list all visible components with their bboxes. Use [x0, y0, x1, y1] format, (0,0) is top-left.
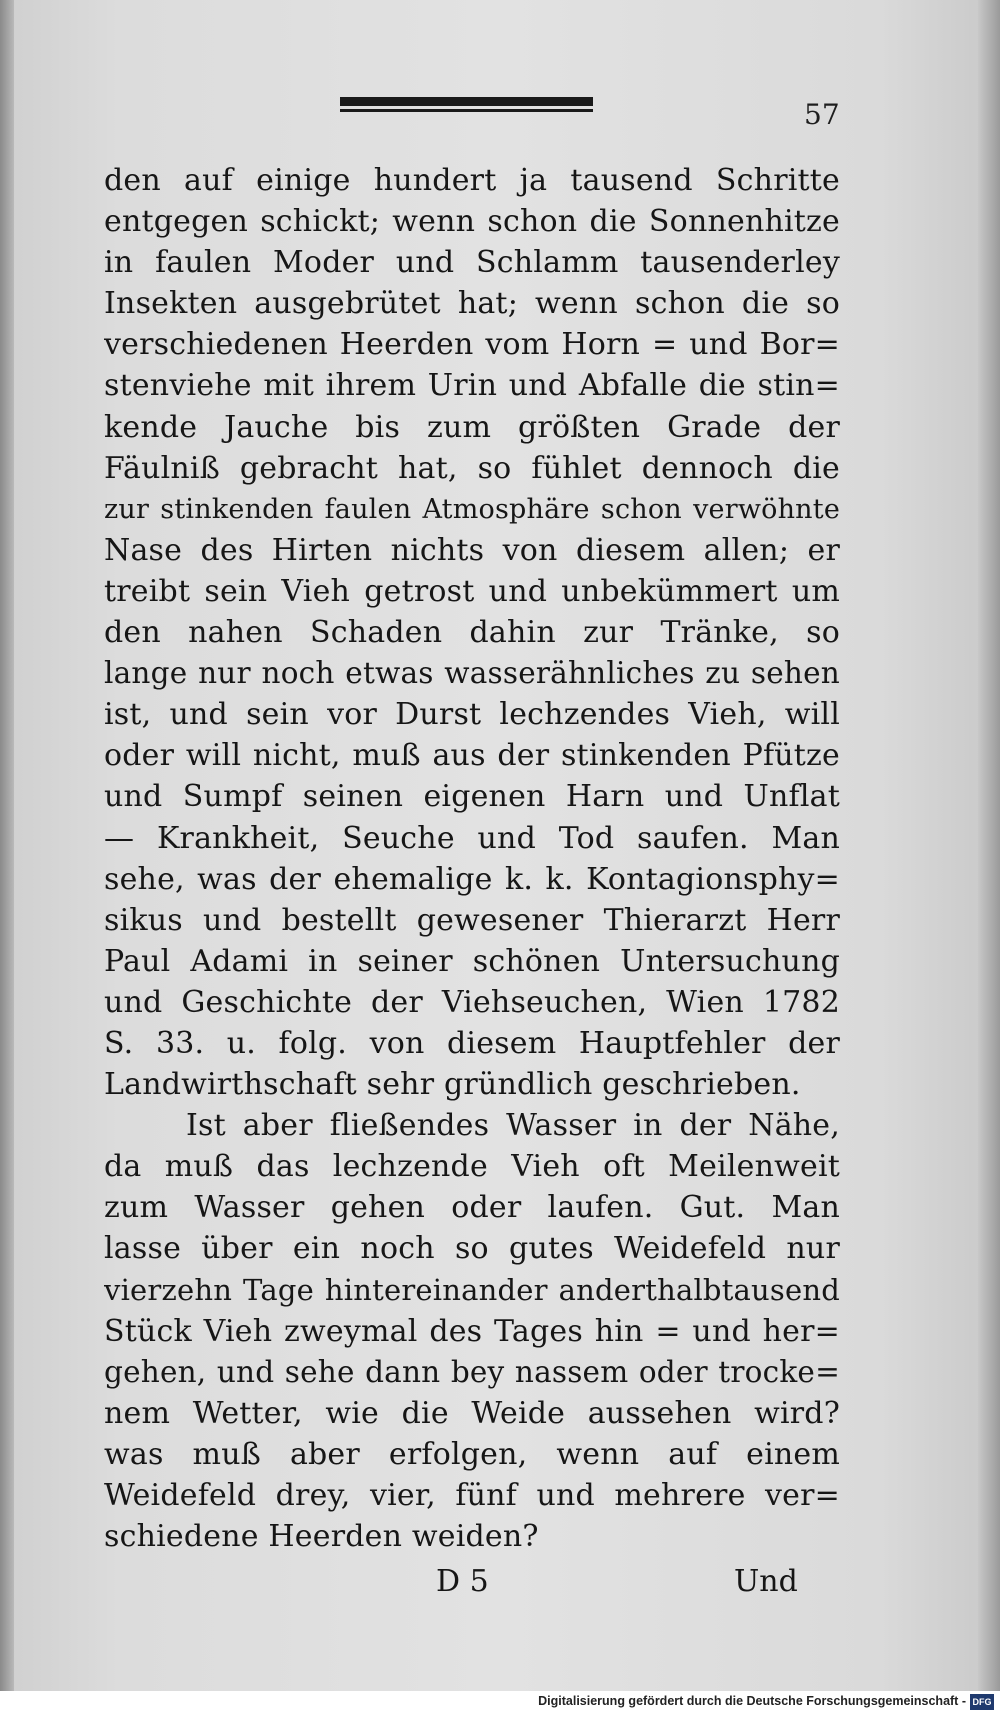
- catchword: Und: [734, 1564, 798, 1599]
- text-line: und Geschichte der Viehseuchen, Wien 1782: [104, 984, 840, 1020]
- text-line: Weidefeld drey, vier, fünf und mehrere ver=: [104, 1478, 840, 1513]
- text-line: den auf einige hundert ja tausend Schritte: [104, 163, 840, 198]
- text-line: entgegen schickt; wenn schon die Sonnenhitze: [104, 204, 840, 240]
- text-line: vierzehn Tage hintereinander anderthalbtausend: [104, 1272, 840, 1307]
- text-line: Insekten ausgebrütet hat; wenn schon die so: [104, 286, 840, 322]
- text-line: Fäulniß gebracht hat, so fühlet dennoch die: [104, 450, 840, 486]
- header-rule: [340, 97, 593, 113]
- text-line: ist, und sein vor Durst lechzendes Vieh, will: [104, 697, 840, 733]
- text-line: in faulen Moder und Schlamm tausenderley: [104, 245, 840, 281]
- text-line: lasse über ein noch so gutes Weidefeld nur: [104, 1231, 840, 1267]
- header-rule-thick: [340, 97, 593, 106]
- text-line: kende Jauche bis zum größten Grade der: [104, 409, 840, 445]
- credit-text: Digitalisierung gefördert durch die Deutsche Forschungsgemeinschaft -: [538, 1694, 966, 1708]
- text-line: stenviehe mit ihrem Urin und Abfalle die stin=: [104, 368, 840, 404]
- text-line: oder will nicht, muß aus der stinkenden Pfütze: [104, 738, 840, 774]
- text-line: — Krankheit, Seuche und Tod saufen. Man: [104, 820, 840, 856]
- page-edge-right: [978, 0, 1000, 1715]
- text-line: nem Wetter, wie die Weide aussehen wird?: [104, 1395, 840, 1431]
- page-edge-left: [0, 0, 14, 1715]
- text-line: gehen, und sehe dann bey nassem oder trocke=: [104, 1354, 840, 1389]
- text-line: treibt sein Vieh getrost und unbekümmert um: [104, 573, 840, 609]
- signature-mark: D 5: [436, 1564, 489, 1599]
- text-line: Landwirthschaft sehr gründlich geschrieben.: [104, 1067, 801, 1103]
- text-line: zur stinkenden faulen Atmosphäre schon verwöhnte: [104, 493, 840, 525]
- text-line: schiedene Heerden weiden?: [104, 1519, 539, 1555]
- text-line: Paul Adami in seiner schönen Untersuchung: [104, 943, 840, 979]
- dfg-logo-icon: DFG: [970, 1694, 994, 1710]
- text-line: Ist aber fließendes Wasser in der Nähe,: [186, 1108, 840, 1144]
- text-line: zum Wasser gehen oder laufen. Gut. Man: [104, 1190, 840, 1226]
- text-line: S. 33. u. folg. von diesem Hauptfehler der: [104, 1025, 840, 1061]
- text-line: den nahen Schaden dahin zur Tränke, so: [104, 615, 840, 651]
- text-line: was muß aber erfolgen, wenn auf einem: [104, 1436, 840, 1472]
- page-number: 57: [804, 98, 840, 131]
- digitization-credit-bar: [0, 1691, 1000, 1715]
- header-rule-thin: [340, 109, 593, 112]
- text-line: lange nur noch etwas wasserähnliches zu sehen: [104, 656, 840, 691]
- text-line: verschiedenen Heerden vom Horn = und Bor=: [104, 327, 840, 363]
- text-line: sikus und bestellt gewesener Thierarzt Herr: [104, 902, 840, 938]
- body-text: [104, 160, 840, 1557]
- text-line: und Sumpf seinen eigenen Harn und Unflat: [104, 779, 840, 815]
- text-line: da muß das lechzende Vieh oft Meilenweit: [104, 1149, 840, 1185]
- text-line: Stück Vieh zweymal des Tages hin = und her=: [104, 1313, 840, 1349]
- text-line: sehe, was der ehemalige k. k. Kontagionsphy=: [104, 861, 840, 897]
- text-line: Nase des Hirten nichts von diesem allen; er: [104, 532, 840, 568]
